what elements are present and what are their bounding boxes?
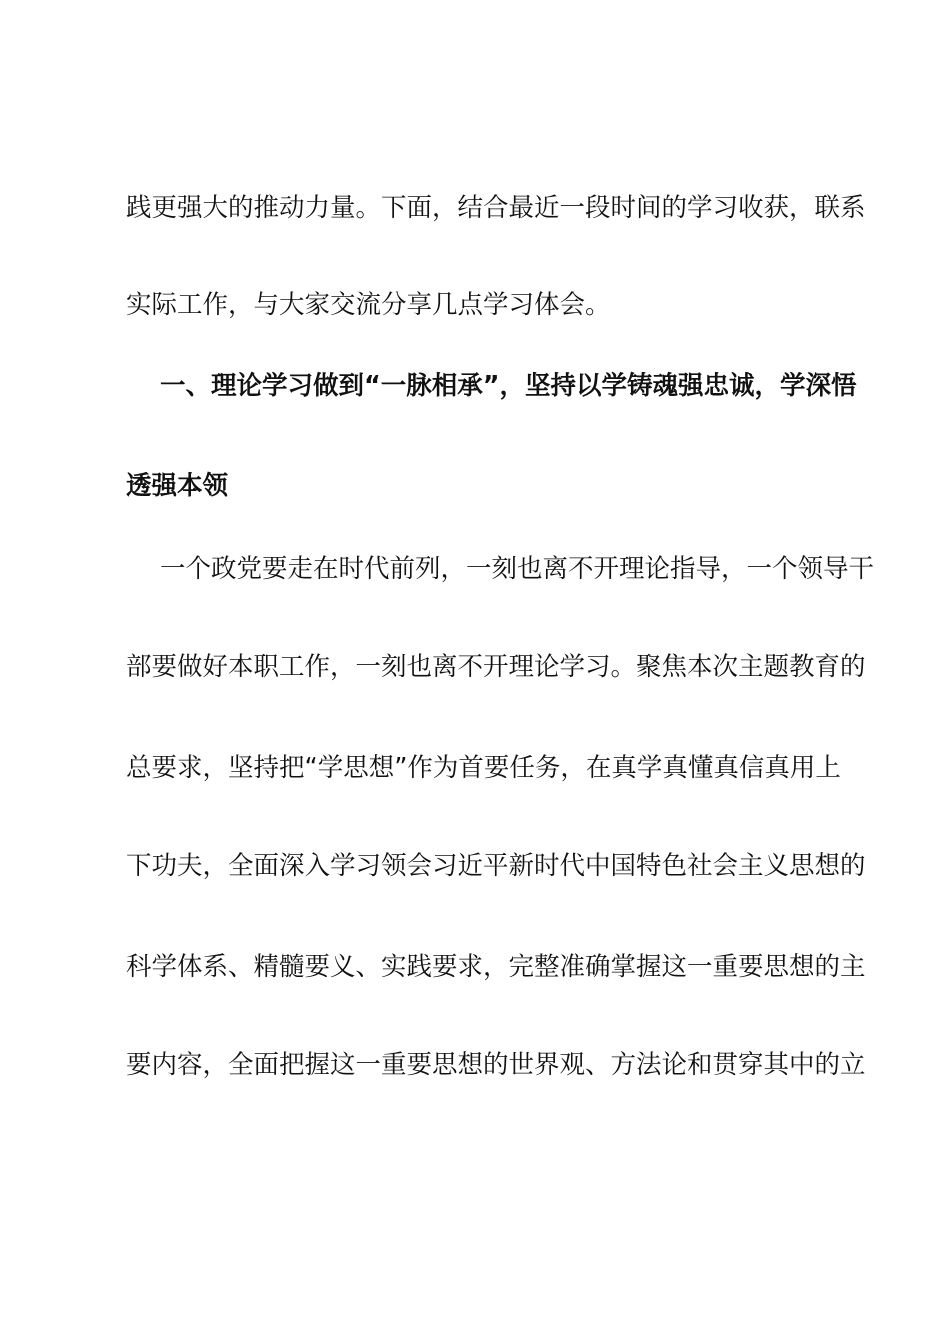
body-text-line: 科学体系、精髓要义、实践要求，完整准确掌握这一重要思想的主 bbox=[126, 952, 866, 982]
section-heading-line: 一、理论学习做到“一脉相承”，坚持以学铸魂强忠诚，学深悟 bbox=[160, 371, 857, 401]
body-text-line: 一个政党要走在时代前列，一刻也离不开理论指导，一个领导干 bbox=[160, 554, 875, 584]
body-text-line: 总要求，坚持把“学思想”作为首要任务，在真学真懂真信真用上 bbox=[126, 753, 841, 783]
body-text-line: 践更强大的推动力量。下面，结合最近一段时间的学习收获，联系 bbox=[126, 193, 866, 223]
body-text-line: 下功夫，全面深入学习领会习近平新时代中国特色社会主义思想的 bbox=[126, 851, 866, 881]
body-text-line: 实际工作，与大家交流分享几点学习体会。 bbox=[126, 290, 611, 320]
section-heading-line: 透强本领 bbox=[126, 471, 229, 501]
body-text-line: 要内容，全面把握这一重要思想的世界观、方法论和贯穿其中的立 bbox=[126, 1050, 866, 1080]
body-text-line: 部要做好本职工作，一刻也离不开理论学习。聚焦本次主题教育的 bbox=[126, 652, 866, 682]
